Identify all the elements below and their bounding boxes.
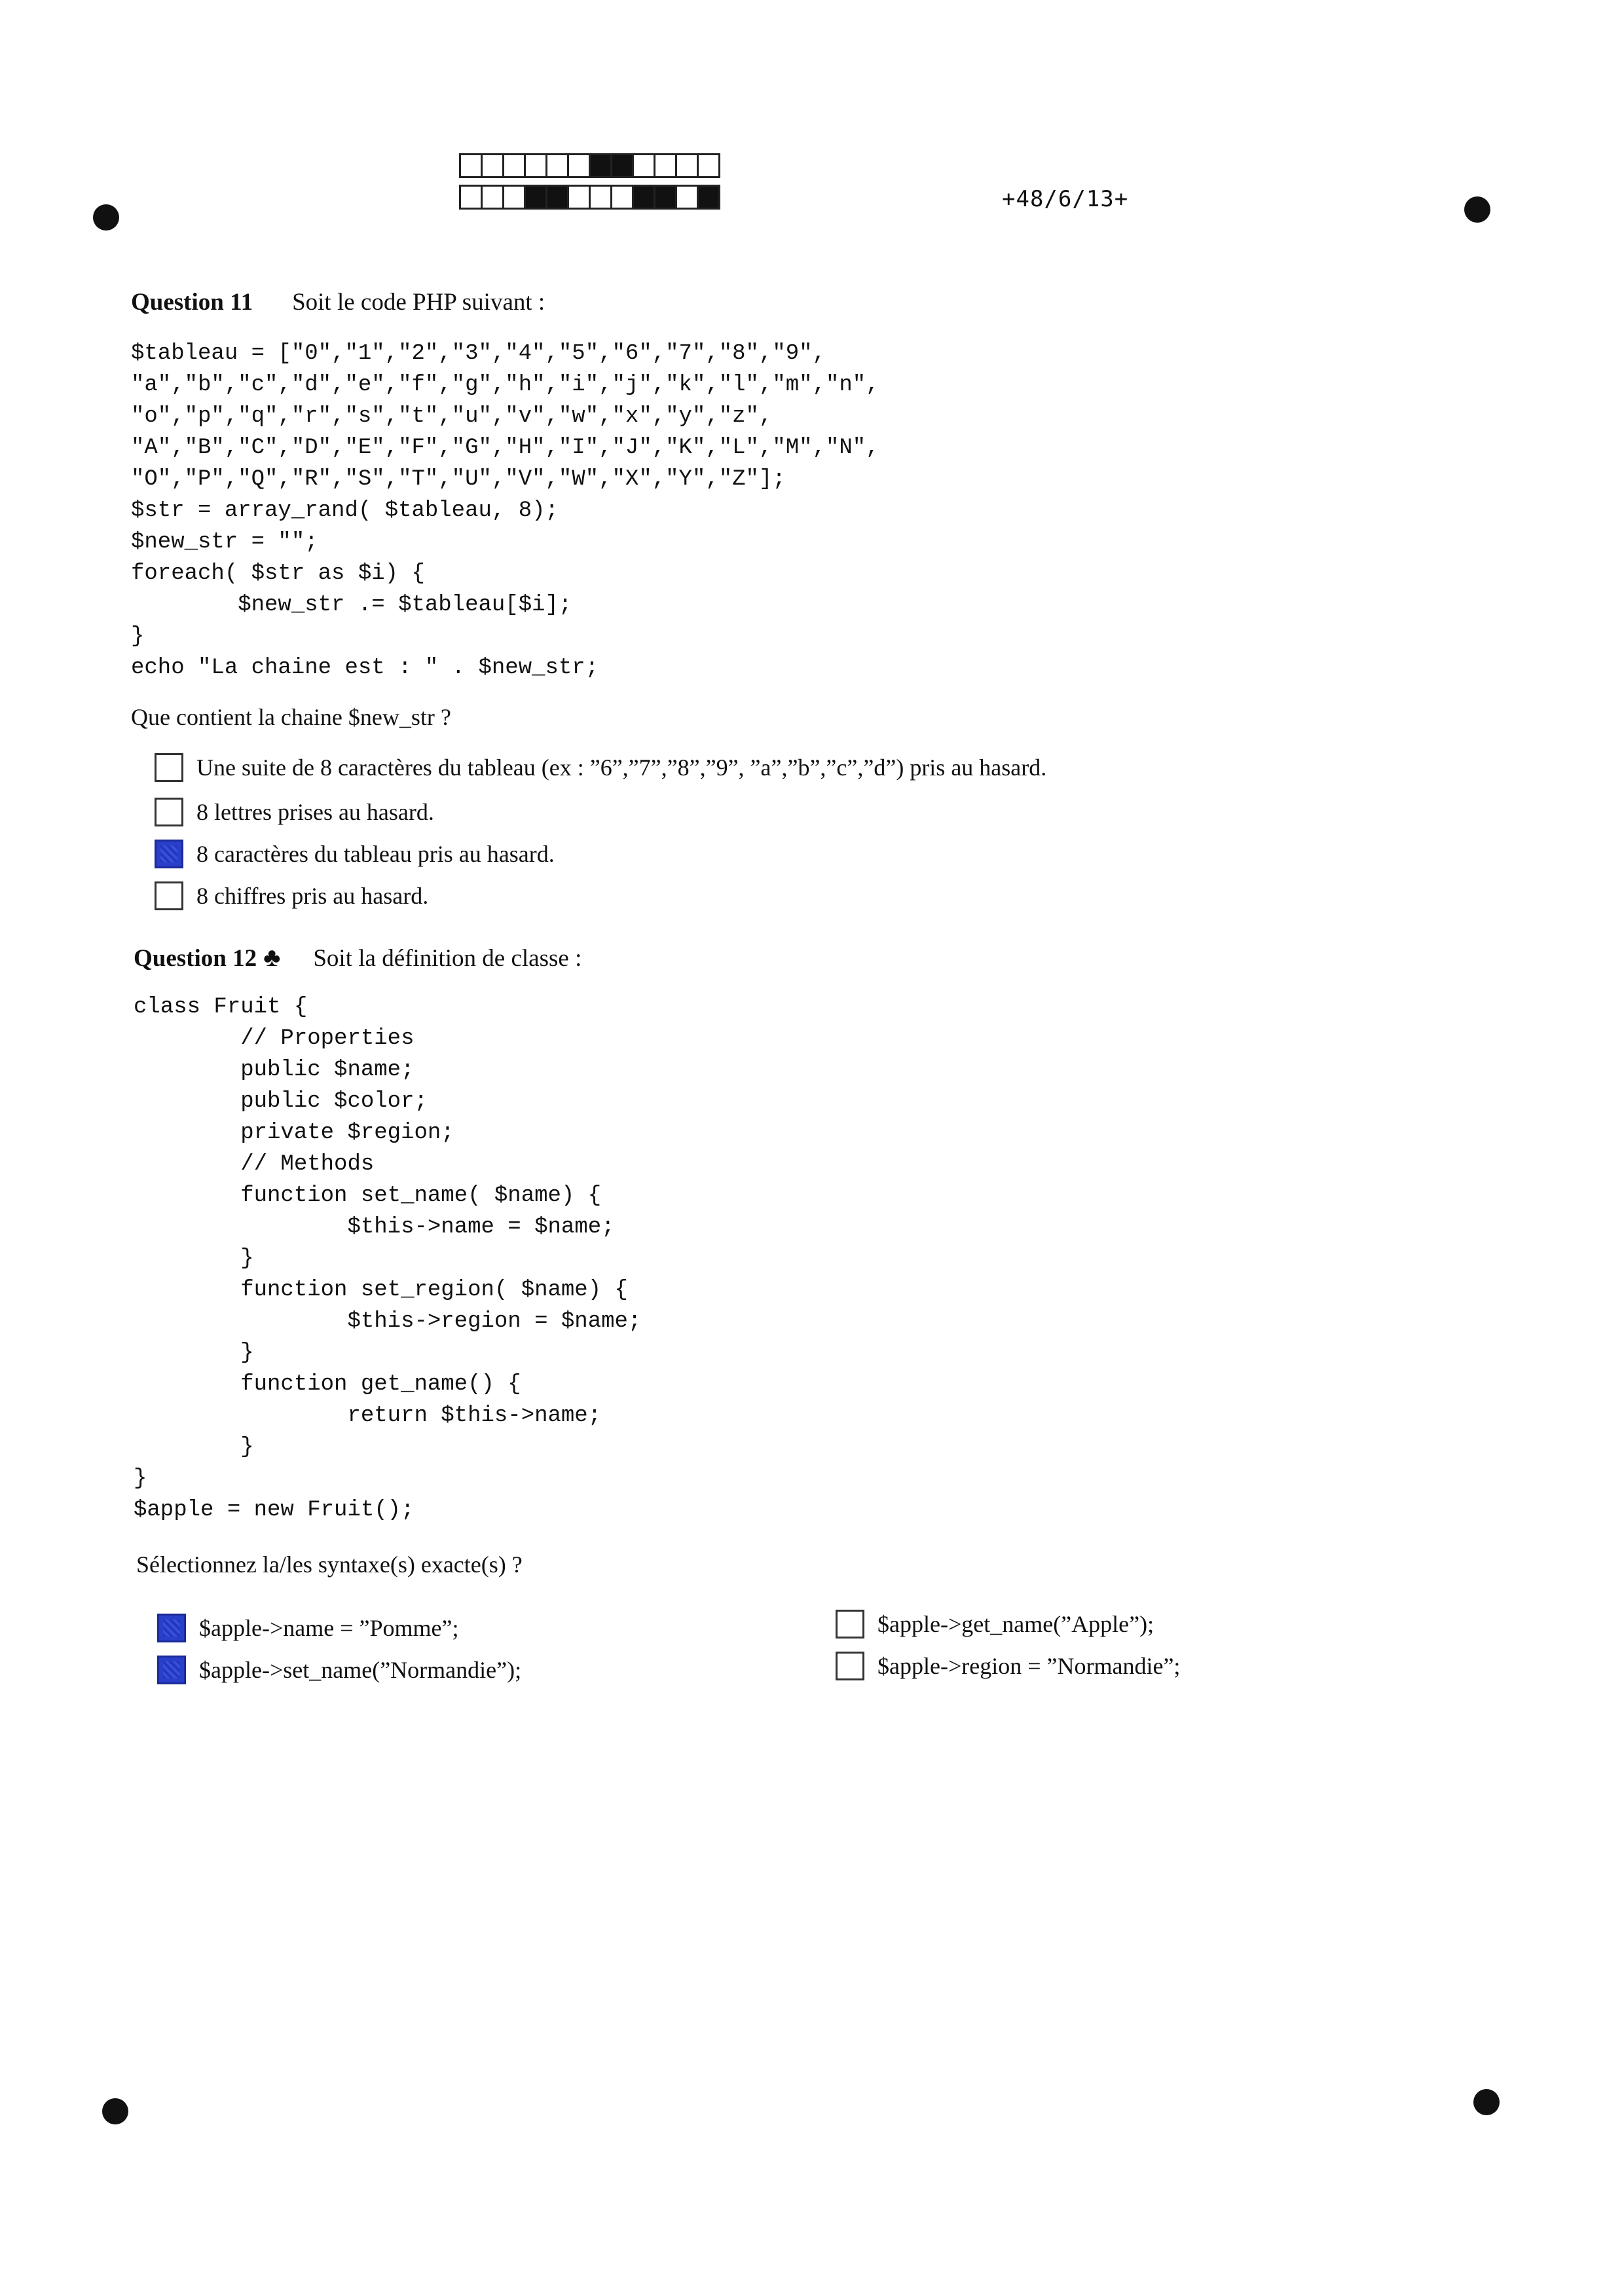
id-grid-cell xyxy=(567,153,591,178)
php-class-code-block: class Fruit { // Properties public $name; public $color; private $region; // Methods function set_name( $name) { $this->name = $name; } function set_region( $name) { $this->region = $name; } function get_name() { return $this->name; } } $apple = new Fruit(); xyxy=(134,995,642,1523)
id-grid-cell xyxy=(459,153,483,178)
checkbox[interactable] xyxy=(836,1610,864,1639)
option-label: $apple->get_name(”Apple”); xyxy=(877,1611,1154,1637)
checkbox[interactable] xyxy=(155,798,183,826)
option-label: $apple->region = ”Normandie”; xyxy=(877,1653,1181,1679)
id-grid-cell xyxy=(610,185,634,210)
php-code-block: $tableau = ["0","1","2","3","4","5","6","7","8","9", "a","b","c","d","e","f","g","h","i","j","k","l","m","n", "o","p","q","r","s","t","u","v","w","x","y","z", "A","B","C","D","E","F","G","H","I","J","K","L","M","N", "O","P","Q","R","S","T","U","V","W","X","Y","Z"]; $str = array_rand( $tableau, 8); $new_str = ""; foreach( $str as $i) { $new_str .= $tableau[$i]; } echo "La chaine est : " . $new_str; xyxy=(131,341,879,680)
id-grid-row-1 xyxy=(461,153,720,178)
question-11-header xyxy=(131,288,545,316)
question-prompt: Que contient la chaine $new_str ? xyxy=(131,704,451,730)
id-grid-row-2 xyxy=(461,185,720,210)
id-grid-cell xyxy=(654,185,677,210)
checkbox[interactable] xyxy=(155,840,183,868)
id-grid-cell xyxy=(589,185,612,210)
answer-option[interactable] xyxy=(836,1610,1154,1639)
club-icon: ♣ xyxy=(263,942,281,972)
option-label: $apple->set_name(”Normandie”); xyxy=(199,1657,522,1683)
id-grid-cell xyxy=(481,153,504,178)
question-intro: Soit le code PHP suivant : xyxy=(292,289,545,316)
question-12-header xyxy=(134,942,581,972)
id-grid-cell xyxy=(502,153,526,178)
checkbox[interactable] xyxy=(155,881,183,910)
checkbox[interactable] xyxy=(157,1656,186,1684)
answer-option[interactable] xyxy=(155,881,428,910)
option-label: 8 chiffres pris au hasard. xyxy=(196,883,429,909)
id-grid-cell xyxy=(697,153,720,178)
id-grid-cell xyxy=(567,185,591,210)
id-grid-cell xyxy=(459,185,483,210)
registration-dot-top-left xyxy=(93,204,119,231)
id-grid-cell xyxy=(697,185,720,210)
checkbox[interactable] xyxy=(836,1652,864,1680)
id-grid-cell xyxy=(524,153,547,178)
option-label: 8 caractères du tableau pris au hasard. xyxy=(196,841,555,867)
option-label: 8 lettres prises au hasard. xyxy=(196,799,434,825)
question-label: Question 12 xyxy=(134,945,257,972)
registration-dot-bottom-right xyxy=(1473,2089,1500,2115)
id-grid-cell xyxy=(545,185,569,210)
question-intro: Soit la définition de classe : xyxy=(313,945,582,972)
answer-option[interactable] xyxy=(836,1652,1180,1680)
checkbox[interactable] xyxy=(157,1614,186,1642)
id-grid-cell xyxy=(589,153,612,178)
id-grid-cell xyxy=(545,153,569,178)
answer-option[interactable] xyxy=(155,753,1046,782)
question-label: Question 11 xyxy=(131,289,253,316)
id-grid-cell xyxy=(654,153,677,178)
id-grid-cell xyxy=(524,185,547,210)
registration-dot-bottom-left xyxy=(102,2098,128,2124)
id-grid-cell xyxy=(632,153,655,178)
id-grid-cell xyxy=(610,153,634,178)
id-grid-cell xyxy=(675,153,699,178)
option-label: Une suite de 8 caractères du tableau (ex : ”6”,”7”,”8”,”9”, ”a”,”b”,”c”,”d”) pris au hasard. xyxy=(196,754,1047,781)
page-code: +48/6/13+ xyxy=(1002,186,1129,212)
id-grid-cell xyxy=(481,185,504,210)
option-label: $apple->name = ”Pomme”; xyxy=(199,1615,459,1641)
answer-option[interactable] xyxy=(157,1614,458,1642)
registration-dot-top-right xyxy=(1464,196,1490,223)
answer-option[interactable] xyxy=(155,840,555,868)
checkbox[interactable] xyxy=(155,753,183,782)
answer-option[interactable] xyxy=(157,1656,521,1684)
id-grid-cell xyxy=(632,185,655,210)
id-grid-cell xyxy=(675,185,699,210)
id-grid-cell xyxy=(502,185,526,210)
answer-option[interactable] xyxy=(155,798,434,826)
question-prompt: Sélectionnez la/les syntaxe(s) exacte(s) ? xyxy=(136,1551,523,1578)
